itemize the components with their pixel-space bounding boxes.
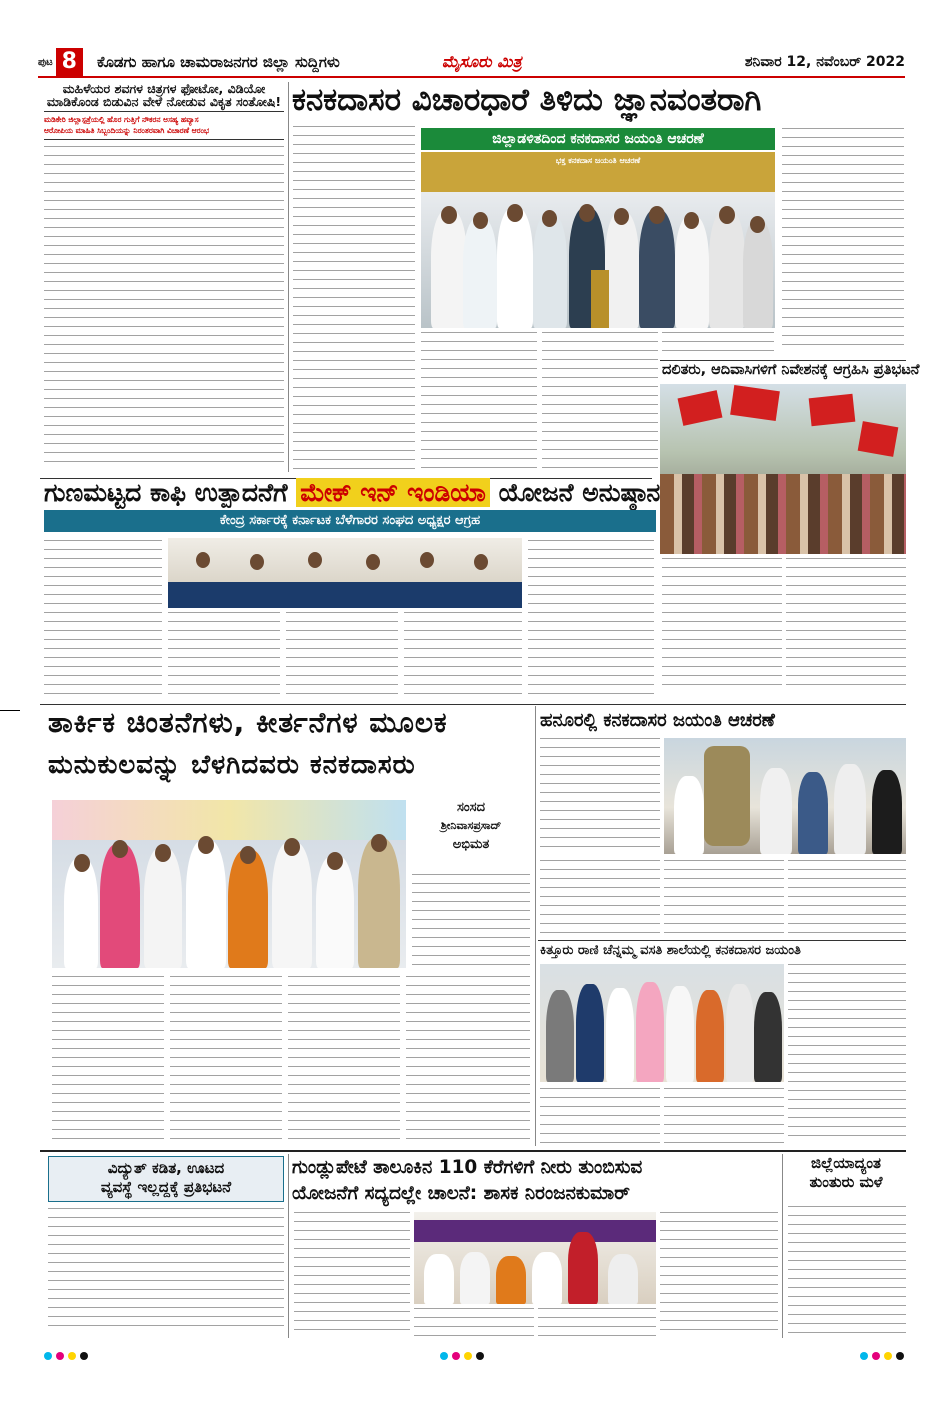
publication-date: ಶನಿವಾರ 12, ನವೆಂಬರ್ 2022 (744, 54, 905, 70)
logic-headline-line2: ಮನುಕುಲವನ್ನು ಬೆಳಗಿದವರು ಕನಕದಾಸರು (48, 750, 416, 780)
article-body (540, 860, 660, 938)
rain-headline-line1: ಜಿಲ್ಲೆಯಾದ್ಯಂತ (811, 1154, 881, 1172)
article-body (664, 1088, 784, 1144)
article-body (286, 612, 398, 702)
page-number: 8 (56, 48, 83, 76)
article-body (44, 540, 162, 700)
main-headline: ಕನಕದಾಸರ ವಿಚಾರಧಾರೆ ತಿಳಿದು ಜ್ಞಾನವಂತರಾಗಿ (292, 82, 762, 118)
article-body (662, 332, 774, 356)
headline-highlight: ಮೇಕ್ ಇನ್ ಇಂಡಿಯಾ (296, 478, 490, 507)
divider (538, 940, 906, 941)
story-headline: ಮಹಿಳೆಯರ ಶವಗಳ ಚಿತ್ರಗಳ ಫೋಟೋ, ವಿಡಿಯೋ ಮಾಡಿಕೊಂಡ ಬಿಡುವಿನ ವೇಳೆ ನೋಡುವ ವಿಕೃತ ಸಂತೋಷಿ! (44, 82, 284, 112)
article-body (293, 126, 415, 476)
registration-marks-center (440, 1352, 484, 1360)
news-photo-lakes-meeting (414, 1212, 656, 1304)
headline-part: ಗುಣಮಟ್ಟದ ಕಾಫಿ ಉತ್ಪಾದನೆಗೆ (44, 478, 288, 507)
quote-line: ಅಭಿಮತ (452, 837, 490, 852)
crop-mark (0, 710, 20, 711)
column-divider (288, 82, 289, 472)
article-body (170, 976, 282, 1146)
registration-marks-left (44, 1352, 88, 1360)
news-photo-hanur (664, 738, 906, 854)
column-divider (535, 706, 536, 1146)
article-body (664, 860, 784, 938)
article-body (406, 976, 530, 1146)
lakes-headline-line1: ಗುಂಡ್ಲುಪೇಟೆ ತಾಲೂಕಿನ 110 ಕೆರೆಗಳಿಗೆ ನೀರು ತುಂಬಿಸುವ (292, 1157, 643, 1178)
article-body (782, 128, 904, 352)
article-body (412, 874, 530, 970)
kittur-headline: ಕಿತ್ತೂರು ರಾಣಿ ಚೆನ್ನಮ್ಮ ವಸತಿ ಶಾಲೆಯಲ್ಲಿ ಕನಕದಾಸರ ಜಯಂತಿ (540, 943, 801, 958)
power-headline-line1: ವಿದ್ಯುತ್ ಕಡಿತ, ಊಟದ (107, 1159, 225, 1177)
masthead (38, 48, 905, 78)
section-title: ಕೊಡಗು ಹಾಗೂ ಚಾಮರಾಜನಗರ ಜಿಲ್ಲಾ ಸುದ್ದಿಗಳು (96, 53, 340, 71)
hanur-headline: ಹನೂರಲ್ಲಿ ಕನಕದಾಸರ ಜಯಂತಿ ಆಚರಣೆ (540, 710, 775, 731)
article-body (414, 1308, 534, 1336)
article-body (404, 612, 522, 702)
news-photo-felicitation (52, 800, 406, 968)
article-body (660, 1212, 778, 1336)
bullet-point: ಮಡಿಕೇರಿ ಜಿಲ್ಲಾಸ್ಪತ್ರೆಯಲ್ಲಿ ಹೊರ ಗುತ್ತಿಗೆ ನೌಕರನ ಅಸಹ್ಯ ಹವ್ಯಾಸ (44, 115, 199, 125)
rain-headline-line2: ತುಂತುರು ಮಳೆ (809, 1172, 883, 1191)
subheading-bar: ಜಿಲ್ಲಾಡಳಿತದಿಂದ ಕನಕದಾಸರ ಜಯಂತಿ ಆಚರಣೆ (421, 128, 775, 150)
divider (660, 360, 906, 361)
article-body (540, 1088, 660, 1144)
pull-quote (412, 800, 530, 870)
logic-headline-line1: ತಾರ್ಕಿಕ ಚಿಂತನೆಗಳು, ಕೀರ್ತನೆಗಳ ಮೂಲಕ (48, 706, 448, 739)
news-photo-protest (660, 384, 906, 554)
article-body (294, 1212, 410, 1336)
banner-text: ಭಕ್ತ ಕನಕದಾಸ ಜಯಂತಿ ಆಚರಣೆ (555, 156, 641, 165)
divider (40, 704, 906, 705)
divider (40, 1150, 906, 1152)
paper-logo: ಮೈಸೂರು ಮಿತ್ರ (441, 52, 522, 71)
story-rain (786, 1156, 906, 1200)
dalits-headline: ದಲಿತರು, ಆದಿವಾಸಿಗಳಿಗೆ ನಿವೇಶನಕ್ಕೆ ಆಗ್ರಹಿಸಿ ಪ್ರತಿಭಟನೆ (662, 362, 920, 378)
coffee-headline (44, 478, 661, 507)
registration-marks-right (860, 1352, 904, 1360)
bullet-point: ಆರೋಪಿಯ ಮಾಹಿತಿ ಸಿಬ್ಬಂದಿಯನ್ನು ನಿರಂತರವಾಗಿ ವಿಚಾರಣೆ ಆರಂಭ (44, 126, 284, 140)
article-body (52, 976, 164, 1146)
story-photo-video (44, 82, 284, 482)
quote-line: ಶ್ರೀನಿವಾಸಪ್ರಸಾದ್ (440, 819, 502, 832)
column-divider (782, 1154, 783, 1338)
article-body (540, 738, 660, 854)
coffee-subheading: ಕೇಂದ್ರ ಸರ್ಕಾರಕ್ಕೆ ಕರ್ನಾಟಕ ಬೆಳೆಗಾರರ ಸಂಘದ ಅಧ್ಯಕ್ಷರ ಆಗ್ರಹ (44, 510, 656, 532)
article-body (538, 1308, 656, 1336)
article-body (48, 1208, 284, 1334)
article-body (662, 558, 782, 688)
headline-part: ಯೋಜನೆ ಅನುಷ್ಠಾನ (498, 478, 661, 507)
page-label: ಪುಟ (38, 56, 53, 68)
article-body (788, 860, 906, 938)
lakes-headline-line2: ಯೋಜನೆಗೆ ಸದ್ಯದಲ್ಲೇ ಚಾಲನೆ: ಶಾಸಕ ನಿರಂಜನಕುಮಾರ್ (292, 1183, 630, 1204)
article-body (788, 964, 906, 1142)
news-photo-lamp-lighting (421, 152, 775, 328)
article-body (44, 146, 284, 462)
article-body (421, 332, 537, 476)
news-photo-kittur (540, 964, 784, 1082)
quote-line: ಸಂಸದ (457, 800, 485, 815)
column-divider (288, 1154, 289, 1338)
power-headline-line2: ವ್ಯವಸ್ಥೆ ಇಲ್ಲದ್ದಕ್ಕೆ ಪ್ರತಿಭಟನೆ (100, 1177, 232, 1196)
article-body (288, 976, 400, 1146)
news-photo-press-meet (168, 538, 522, 608)
article-body (786, 558, 906, 688)
story-power-protest (48, 1156, 284, 1202)
article-body (168, 612, 280, 702)
article-body (788, 1206, 906, 1336)
article-body (542, 332, 658, 476)
article-body (528, 540, 654, 702)
